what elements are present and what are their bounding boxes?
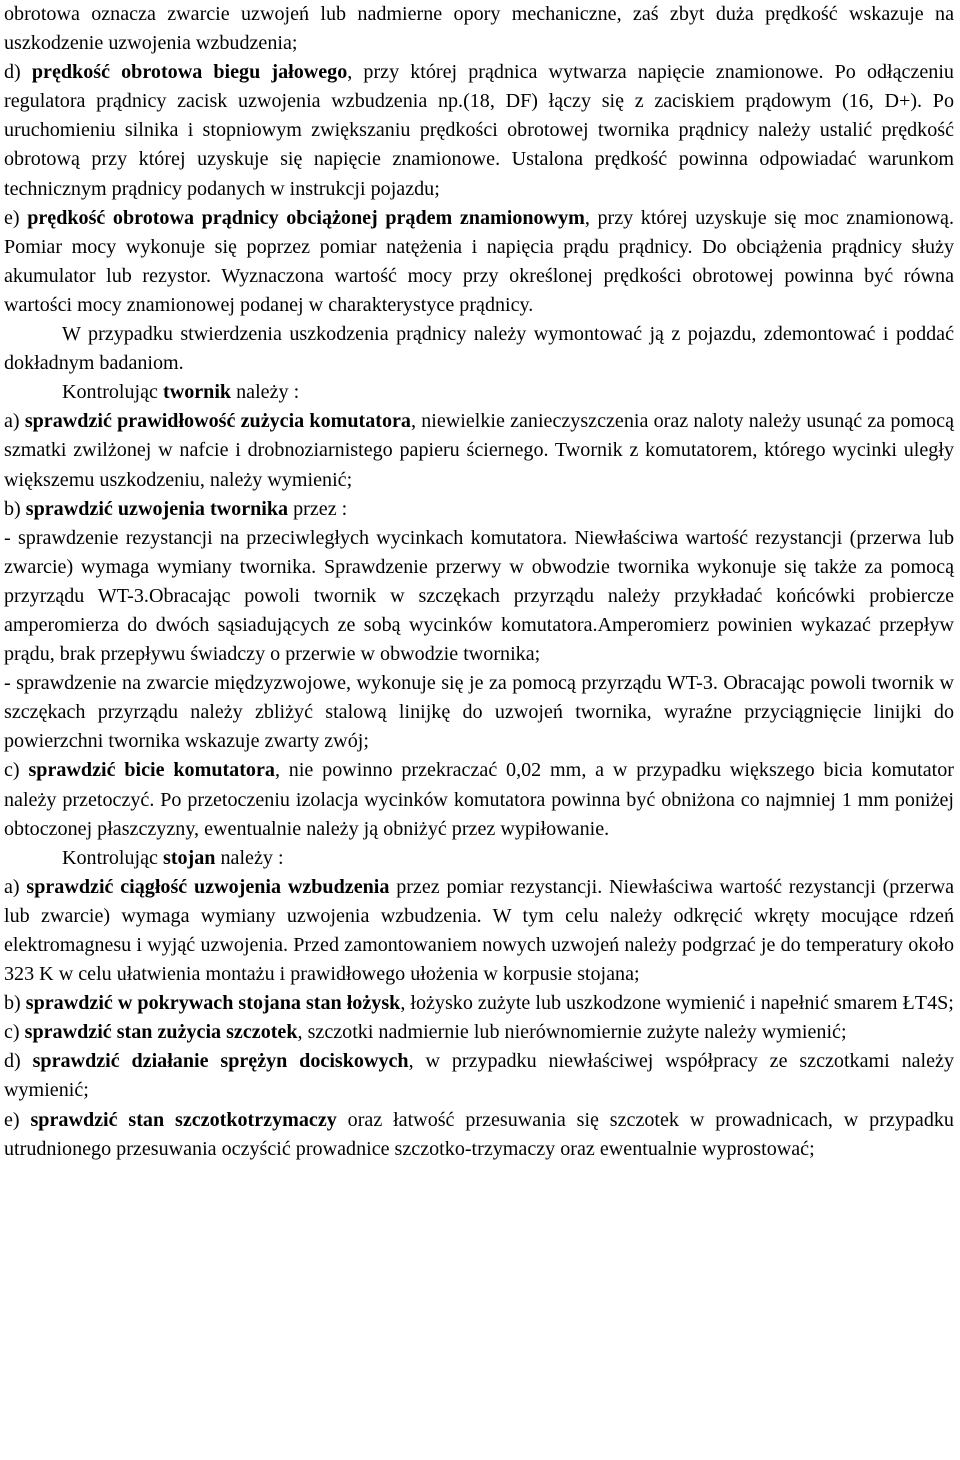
bold-text: sprawdzić w pokrywach stojana stan łożysk <box>25 992 401 1015</box>
paragraph <box>4 495 954 524</box>
text-run: , szczotki nadmiernie lub nierównomiernie zużyte należy wymienić; <box>297 1021 847 1044</box>
text-run: Kontrolując <box>62 381 163 404</box>
text-run: - sprawdzenie rezystancji na przeciwległych wycinkach komutatora. Niewłaściwa wartość rezystancji (przerwa lub zwarcie) wymaga wymiany twornika. Sprawdzenie przerwy w obwodzie twornika wykonuje się także za pomocą przyrządu WT-3.Obracając powoli twornik w szczękach przyrządu należy przykładać końcówki probiercze amperomierza do dwóch sąsiadujących ze sobą wycinków komutatora.Amperomierz powinien wykazać przepływ prądu, brak przepływu świadczy o przerwie w obwodzie twornika; <box>4 526 954 666</box>
text-run: a) <box>4 875 27 898</box>
text-run: a) <box>4 410 25 433</box>
text-run: b) <box>4 992 26 1015</box>
bold-text: sprawdzić uzwojenia twornika <box>25 497 289 520</box>
text-run: d) <box>4 1050 33 1073</box>
paragraph <box>4 873 954 989</box>
paragraph <box>4 378 954 407</box>
bold-text: sprawdzić działanie sprężyn dociskowych <box>32 1050 409 1073</box>
text-run: - sprawdzenie na zwarcie międzyzwojowe, wykonuje się je za pomocą przyrządu WT-3. Obracając powoli twornik w szczękach przyrządu należy zbliżyć stalową linijkę do uzwojeń twornika, wyraźne przyciągnięcie linijki do powierzchni twornika wskazuje zwarty zwój; <box>4 672 954 753</box>
paragraph <box>4 669 954 756</box>
bold-text: sprawdzić stan szczotkotrzymaczy <box>30 1108 337 1131</box>
text-run: przez pomiar rezystancji. Niewłaściwa wartość rezystancji (przerwa lub zwarcie) wymaga wymiany uzwojenia wzbudzenia. W tym celu należy odkręcić wkręty mocujące rdzeń elektromagnesu i wyjąć uzwojenia. Przed zamontowaniem nowych uzwojeń należy podgrzać je do temperatury około 323 K w celu ułatwienia montażu i prawidłowego ułożenia w korpusie stojana; <box>4 875 954 986</box>
paragraph <box>4 204 954 320</box>
paragraph <box>4 524 954 669</box>
text-run: , łożysko zużyte lub uszkodzone wymienić i napełnić smarem ŁT4S; <box>400 992 954 1015</box>
text-run: W przypadku stwierdzenia uszkodzenia prądnicy należy wymontować ją z pojazdu, zdemontować i poddać dokładnym badaniom. <box>4 323 954 375</box>
text-run: należy : <box>215 846 284 869</box>
paragraph <box>4 1018 954 1047</box>
bold-text: prędkość obrotowa prądnicy obciążonej prądem znamionowym <box>27 206 585 229</box>
text-run: d) <box>4 61 32 84</box>
text-run: b) <box>4 497 26 520</box>
text-run: c) <box>4 1021 25 1044</box>
text-run: Kontrolując <box>62 846 163 869</box>
text-run: należy : <box>231 381 300 404</box>
bold-text: twornik <box>163 381 232 404</box>
paragraph <box>4 407 954 494</box>
text-run: c) <box>4 759 29 782</box>
text-run: , niewielkie zanieczyszczenia oraz naloty należy usunąć za pomocą szmatki zwilżonej w nafcie i drobnoziarnistego papieru ściernego. Twornik z komutatorem, którego wycinki uległy większemu uszkodzeniu, należy wymienić; <box>4 410 955 491</box>
paragraph <box>4 844 954 873</box>
text-run: , przy której uzyskuje się moc znamionową. Pomiar mocy wykonuje się poprzez pomiar natężenia i napięcia prądu prądnicy. Do obciążenia prądnicy służy akumulator lub rezystor. Wyznaczona wartość mocy przy określonej prędkości obrotowej powinna być równa wartości mocy znamionowej podanej w charakterystyce prądnicy. <box>4 206 954 316</box>
paragraph <box>4 1047 954 1105</box>
bold-text: sprawdzić ciągłość uzwojenia wzbudzenia <box>26 875 390 898</box>
bold-text: prędkość obrotowa biegu jałowego <box>31 61 348 84</box>
text-run: e) <box>4 206 28 229</box>
text-run: , w przypadku niewłaściwej współpracy ze szczotkami należy wymienić; <box>4 1050 955 1102</box>
paragraph <box>4 989 954 1018</box>
paragraph <box>4 320 954 378</box>
paragraph <box>4 1106 954 1164</box>
bold-text: sprawdzić prawidłowość zużycia komutatora <box>24 410 411 433</box>
text-run: obrotowa oznacza zwarcie uzwojeń lub nadmierne opory mechaniczne, zaś zbyt duża prędkość wskazuje na uszkodzenie uzwojenia wzbudzenia; <box>4 3 954 55</box>
bold-text: sprawdzić bicie komutatora <box>28 759 275 782</box>
text-run: e) <box>4 1108 31 1131</box>
paragraph <box>4 58 954 203</box>
text-run: , nie powinno przekraczać 0,02 mm, a w przypadku większego bicia komutator należy przetoczyć. Po przetoczeniu izolacja wycinków komutatora powinna być obniżona co najmniej 1 mm poniżej obtoczonej płaszczyzny, ewentualnie należy ją obniżyć przez wypiłowanie. <box>4 759 955 840</box>
paragraph <box>4 756 954 843</box>
text-run: przez : <box>288 497 348 520</box>
text-run: oraz łatwość przesuwania się szczotek w prowadnicach, w przypadku utrudnionego przesuwania oczyścić prowadnice szczotko-trzymaczy oraz ewentualnie wyprostować; <box>4 1108 954 1160</box>
text-run: , przy której prądnica wytwarza napięcie znamionowe. Po odłączeniu regulatora prądnicy zacisk uzwojenia wzbudzenia np.(18, DF) łączy się z zaciskiem prądowym (16, D+). Po uruchomieniu silnika i stopniowym zwiększaniu prędkości obrotowej twornika prądnicy należy ustalić prędkość obrotową przy której uzyskuje się napięcie znamionowe. Ustalona prędkość powinna odpowiadać warunkom technicznym prądnicy podanych w instrukcji pojazdu; <box>4 61 954 200</box>
bold-text: sprawdzić stan zużycia szczotek <box>24 1021 298 1044</box>
bold-text: stojan <box>163 846 216 869</box>
paragraph <box>4 0 954 58</box>
